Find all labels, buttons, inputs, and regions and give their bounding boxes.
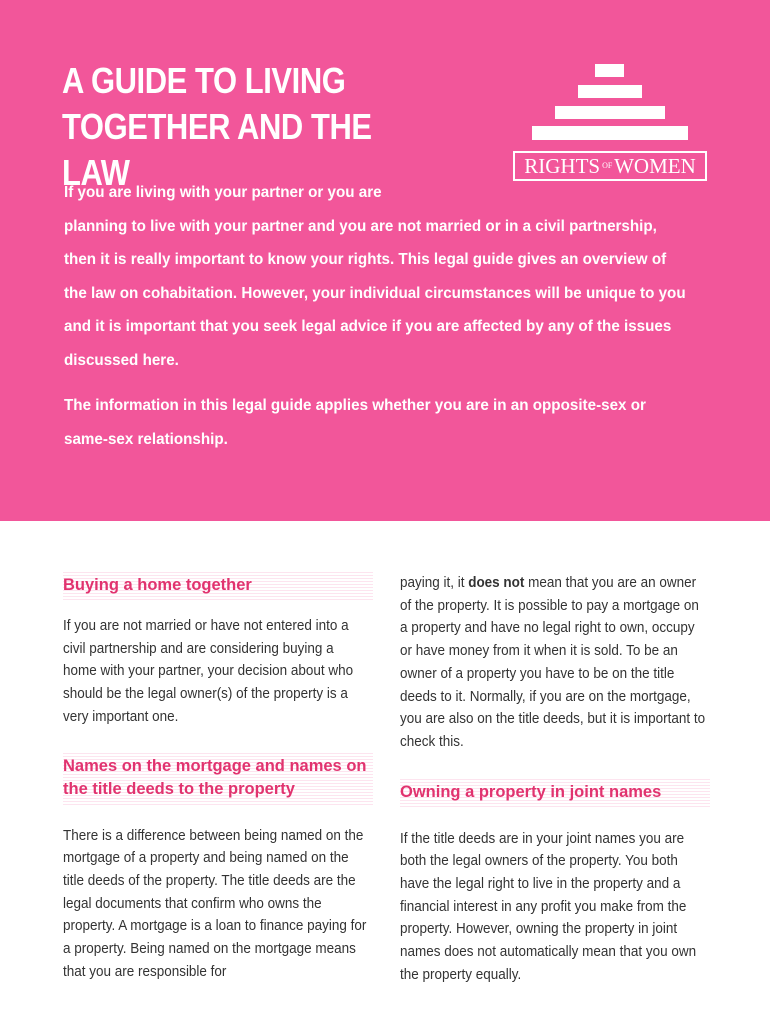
para3-emphasis: does not [468,575,525,591]
title-line-1: A GUIDE TO LIVING [62,60,346,101]
section-heading-names: Names on the mortgage and names on the title deeds to the property [63,753,373,805]
paragraph-names: There is a difference between being named on the mortgage of a property and being named on the title deeds of the property. The title deeds are the legal documents that confirm who owns the property. A mortgage is a loan to finance paying for a property. Being named on the mortgage means that you are responsible for [63,827,367,980]
logo-step-4 [532,126,688,140]
logo-step-3 [555,106,665,119]
section-heading-joint-names: Owning a property in joint names [400,779,710,808]
paragraph-joint-names: If the title deeds are in your joint names you are both the legal owners of the property. You both have the legal right to live in the property and a financial interest in any profit you make from the property. However, owning the property in joint names does not automatically mean that you own the property equally. [400,830,697,983]
paragraph-buying: If you are not married or have not entered into a civil partnership and are considering buying a home with your partner, your decision about who should be the legal owner(s) of the property is a very important one. [63,618,354,725]
intro-text [64,176,686,456]
left-column [63,568,373,983]
rights-of-women-logo [510,60,710,185]
title-line-2: TOGETHER AND THE LAW [62,106,372,193]
logo-text-of: OF [602,161,613,170]
intro-paragraph-1: planning to live with your partner and you are not married or in a civil partnership, then it is really important to know your rights. This legal guide gives an overview of the law on cohabitation. However, your individual circumstances will be unique to you and it is important that you seek legal advice if you are affected by any of the issues discussed here. [64,217,686,369]
paragraph-continued [400,572,707,754]
intro-line-1: If you are living with your partner or you are [64,184,382,201]
section-heading-buying: Buying a home together [63,572,373,601]
right-column [400,572,710,987]
logo-step-1 [595,64,624,77]
intro-paragraph-2: The information in this legal guide applies whether you are in an opposite-sex or same-sex relationship. [64,397,646,448]
para3-end: mean that you are an owner of the property. It is possible to pay a mortgage on a property and have no legal right to own, occupy or have money from it when it is sold. To be an owner of a property you have to be on the title deeds to it. Normally, if you are on the mortgage, you are also on the title deeds, but it is important to check this. [400,575,706,750]
logo-text-women: WOMEN [614,153,696,178]
logo-step-2 [578,85,642,98]
logo-text-rights: RIGHTS [524,153,601,178]
para3-start: paying it, it [400,575,469,591]
